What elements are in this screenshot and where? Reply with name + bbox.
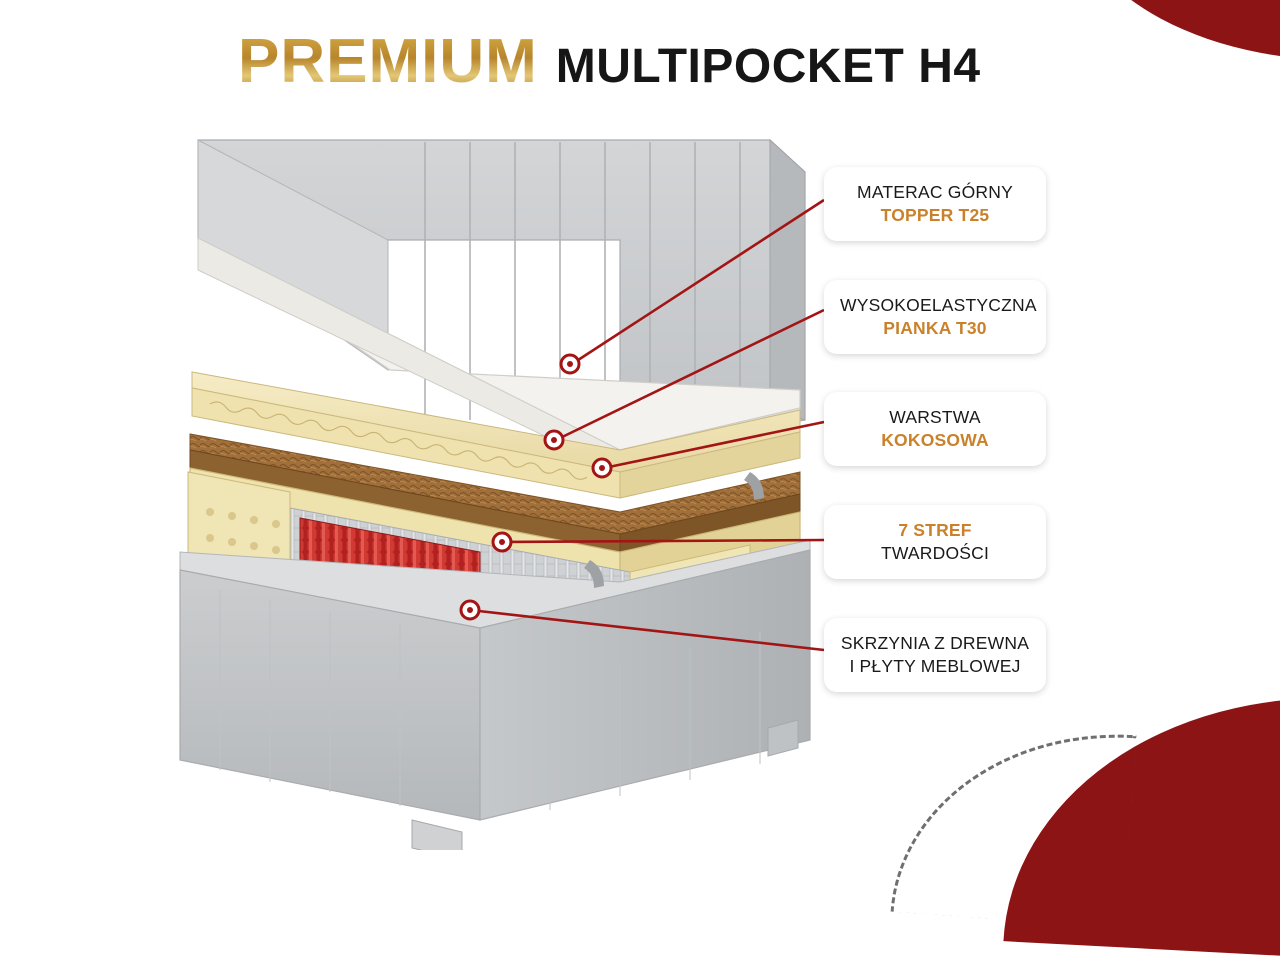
callout-foam-line1: WYSOKOELASTYCZNA: [840, 295, 1037, 315]
callout-zones-line1: 7 STREF: [898, 520, 972, 540]
title-model: MULTIPOCKET H4: [555, 40, 981, 93]
callout-box: [824, 618, 1046, 692]
callout-zones-line2: TWARDOŚCI: [880, 543, 990, 564]
callout-coir-line1: WARSTWA: [889, 407, 981, 427]
callout-box-line1: SKRZYNIA Z DREWNA: [840, 633, 1030, 653]
callout-coir: [824, 392, 1046, 466]
decorative-corner-top-right: [1064, 0, 1280, 80]
callout-topper-line1: MATERAC GÓRNY: [857, 182, 1013, 202]
callout-coir-line2: KOKOSOWA: [881, 430, 989, 451]
bed-cutaway-illustration: [150, 120, 850, 850]
callout-foam-line2: PIANKA T30: [883, 318, 987, 339]
callout-topper-line2: TOPPER T25: [880, 205, 990, 226]
callout-box-line2: I PŁYTY MEBLOWEJ: [849, 656, 1021, 677]
callout-zones: [824, 505, 1046, 579]
callout-foam: [824, 280, 1046, 354]
callout-topper: [824, 167, 1046, 241]
page-title: [238, 26, 981, 97]
title-premium: PREMIUM: [238, 27, 538, 96]
decorative-dashed-arc: [891, 719, 1137, 928]
